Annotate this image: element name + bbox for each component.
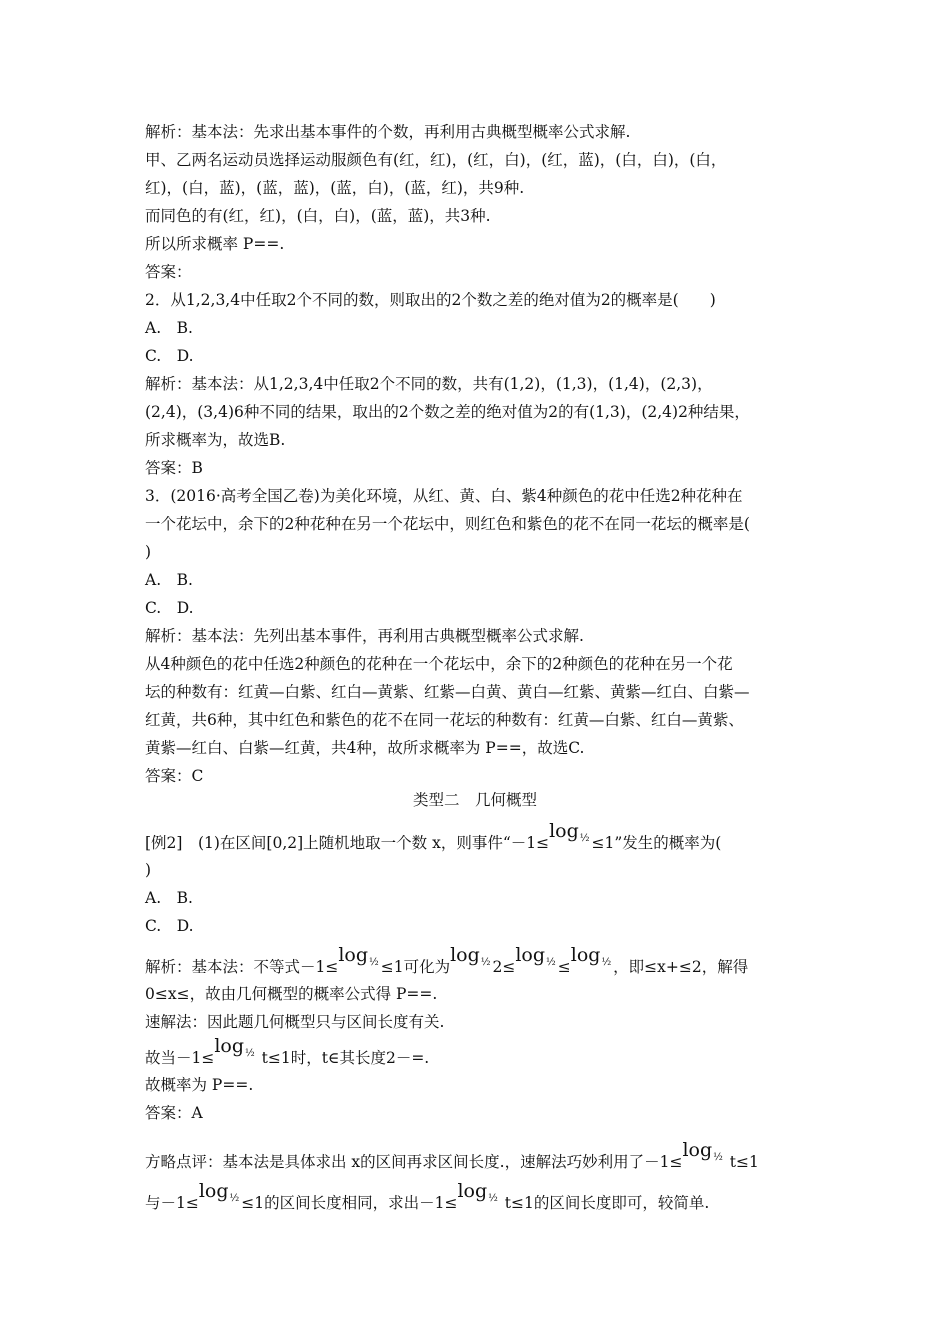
- text-line: 甲、乙两名运动员选择运动服颜色有(红，红)，(红，白)，(红，蓝)，(白，白)，(白，: [145, 151, 727, 169]
- text-line: C. D.: [145, 917, 194, 935]
- text-line: 而同色的有(红，红)，(白，白)，(蓝，蓝)，共3种.: [145, 207, 491, 225]
- text-line: 黄紫—红白、白紫—红黄，共4种，故所求概率为 P==，故选C.: [145, 739, 585, 757]
- text-line: 所求概率为，故选B.: [145, 431, 286, 449]
- text-line: 速解法：因此题几何概型只与区间长度有关.: [145, 1013, 445, 1031]
- text-line: 一个花坛中，余下的2种花种在另一个花坛中，则红色和紫色的花不在同一花坛的概率是(: [145, 515, 750, 533]
- text-line: 红黄，共6种，其中红色和紫色的花不在同一花坛的种数有：红黄—白紫、红白—黄紫、: [145, 711, 744, 729]
- text-line: A. B.: [145, 319, 193, 337]
- text-line: 2．从1,2,3,4中任取2个不同的数，则取出的2个数之差的绝对值为2的概率是( ): [145, 291, 716, 309]
- text-line: (2,4)，(3,4)6种不同的结果，取出的2个数之差的绝对值为2的有(1,3)，(2,4)2种结果，: [145, 403, 750, 421]
- solution-line: 解析：基本法：不等式$-1\le\log_{\frac{1}{2}} \le 1$可化为$\log_{\frac{1}{2}} 2\le\log_{\frac{1}{2}} \le\log_{\frac{1}{2}}$ ，即≤x+≤2，解得: [145, 944, 749, 976]
- text-line: 所以所求概率 P==.: [145, 235, 285, 253]
- example-2-stem: [例2] (1)在区间[0,2]上随机地取一个数 x，则事件“$-1\le\log_{\frac{1}{2}} \le 1$”发生的概率为(: [145, 820, 722, 852]
- text-line: 答案：B: [145, 459, 203, 477]
- log-expression: $\log_{\frac{1}{2}}$: [450, 944, 491, 968]
- text-line: C. D.: [145, 347, 194, 365]
- log-expression: $\log_{\frac{1}{2}}$: [682, 1139, 723, 1163]
- fast-solution-line: 故当$-1\le\log_{\frac{1}{2}}$ t≤1时，t∈其长度2－=.: [145, 1035, 430, 1067]
- text-line: 解析：基本法：从1,2,3,4中任取2个不同的数，共有(1,2)，(1,3)，(1,4)，(2,3)，: [145, 375, 713, 393]
- text-line: 红)，(白，蓝)，(蓝，蓝)，(蓝，白)，(蓝，红)，共9种.: [145, 179, 525, 197]
- log-expression: $\log_{\frac{1}{2}}$: [338, 944, 379, 968]
- text-line: 答案：: [145, 263, 192, 281]
- text-line: C. D.: [145, 599, 194, 617]
- text-line: 故概率为 P==.: [145, 1076, 254, 1094]
- log-expression: $\log_{\frac{1}{2}}$: [457, 1180, 498, 1204]
- comment-line-1: 方略点评：基本法是具体求出 x的区间再求区间长度.，速解法巧妙利用了$-1\le\log_{\frac{1}{2}}$ t≤1: [145, 1139, 759, 1171]
- log-expression: $\log_{\frac{1}{2}}$: [549, 820, 590, 844]
- text-line: 3．(2016·高考全国乙卷)为美化环境，从红、黄、白、紫4种颜色的花中任选2种花种在: [145, 487, 743, 505]
- log-expression: $\log_{\frac{1}{2}}$: [214, 1035, 255, 1059]
- text-line: ): [145, 861, 152, 879]
- section-heading: 类型二 几何概型: [412, 791, 537, 809]
- text-line: 答案：A: [145, 1104, 203, 1122]
- text-line: A. B.: [145, 889, 193, 907]
- log-expression: $\log_{\frac{1}{2}}$: [198, 1180, 240, 1204]
- comment-line-2: 与$-1\le\log_{\frac{1}{2}} \le 1$的区间长度相同，求出$-1\le\log_{\frac{1}{2}}$ t≤1的区间长度即可，较简单.: [145, 1180, 710, 1212]
- log-expression: $\log_{\frac{1}{2}}$: [570, 944, 612, 968]
- text-line: 从4种颜色的花中任选2种颜色的花种在一个花坛中，余下的2种颜色的花种在另一个花: [145, 655, 733, 673]
- text-line: 解析：基本法：先列出基本事件，再利用古典概型概率公式求解.: [145, 627, 584, 645]
- text-line: A. B.: [145, 571, 193, 589]
- text-line: 答案：C: [145, 767, 204, 785]
- text-line: 坛的种数有：红黄—白紫、红白—黄紫、红紫—白黄、黄白—红紫、黄紫—红白、白紫—: [145, 683, 750, 701]
- text-line: 0≤x≤，故由几何概型的概率公式得 P==.: [145, 985, 438, 1003]
- log-expression: $\log_{\frac{1}{2}}$: [515, 944, 556, 968]
- text-line: 解析：基本法：先求出基本事件的个数，再利用古典概型概率公式求解.: [145, 123, 631, 141]
- text-line: ): [145, 543, 152, 561]
